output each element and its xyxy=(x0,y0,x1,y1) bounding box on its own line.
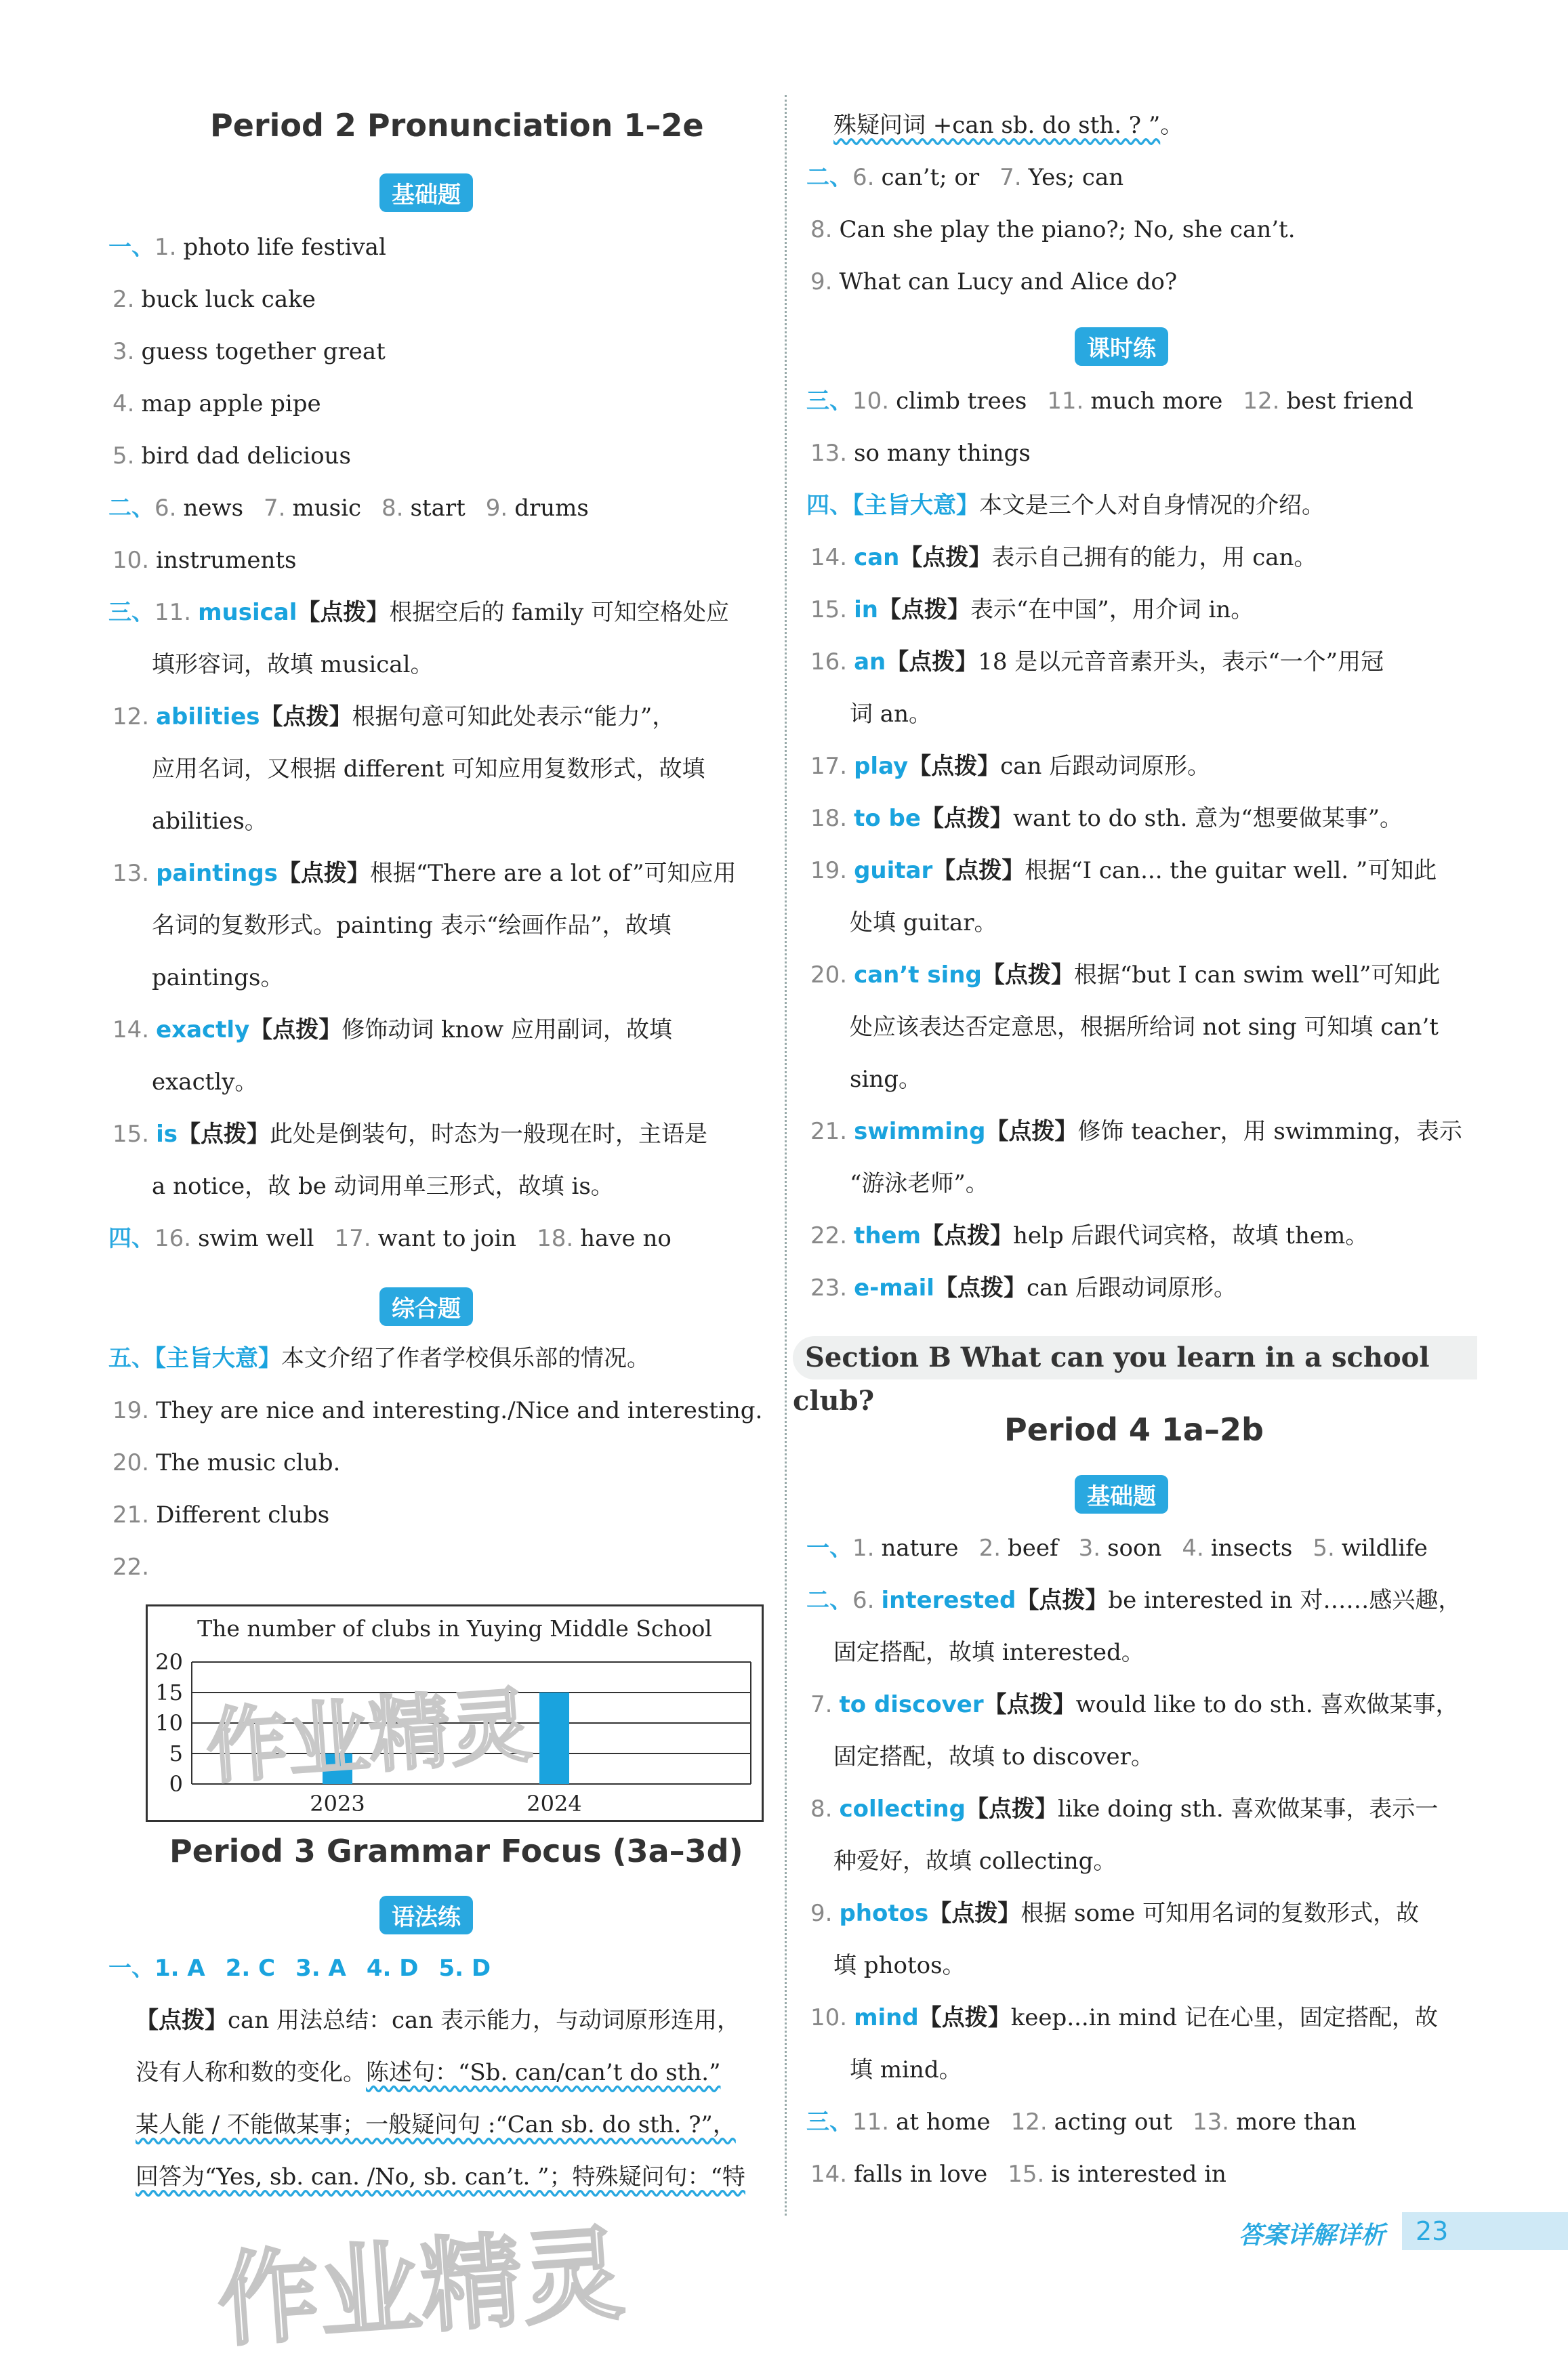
q-num: 10. xyxy=(810,2004,848,2031)
q-text: They are nice and interesting./Nice and interesting. xyxy=(156,1397,763,1424)
q-num: 4. xyxy=(112,390,135,417)
q-text: acting out xyxy=(1054,2109,1172,2136)
q-text: is interested in xyxy=(1051,2161,1226,2188)
q-num: 20. xyxy=(112,1449,150,1476)
q-text: so many things xyxy=(854,440,1031,467)
answer: play xyxy=(854,753,909,780)
q-num: 7. xyxy=(264,495,286,522)
q-num: 18. xyxy=(537,1225,574,1252)
q3-row xyxy=(112,338,386,365)
answer: paintings xyxy=(156,860,278,887)
tip-label: 【点拨】 xyxy=(899,544,992,571)
q-num: 16. xyxy=(810,648,848,676)
q-text: start xyxy=(410,495,466,522)
q-num: 12. xyxy=(1010,2109,1048,2136)
q-num: 11. xyxy=(154,599,192,626)
answer: e-mail xyxy=(854,1274,934,1302)
q-text: 此处是倒装句，时态为一般现在时，主语是 xyxy=(269,1121,707,1148)
r-q22-row xyxy=(810,1222,1368,1249)
q5-row xyxy=(112,442,351,470)
tip-label: 【点拨】 xyxy=(277,860,370,887)
g-text-row2 xyxy=(136,2059,720,2086)
section-marker: 二、 xyxy=(806,164,852,191)
q-text: 根据句意可知此处表示“能力”， xyxy=(352,703,676,730)
q-text: 根据空后的 family 可知空格处应 xyxy=(389,599,730,626)
q-num: 23. xyxy=(810,1274,848,1302)
section-marker: 三、 xyxy=(806,2109,852,2136)
q11-cont: 填形容词，故填 musical。 xyxy=(152,651,434,678)
p4-q14-15-row xyxy=(810,2161,1226,2188)
q-text: music xyxy=(292,495,361,522)
x-tick-label: 2023 xyxy=(310,1791,365,1817)
q-text: keep...in mind 记在心里，固定搭配，故 xyxy=(1010,2004,1438,2031)
q-text: bird dad delicious xyxy=(141,442,351,470)
answer: photos xyxy=(839,1900,929,1927)
g-text-row4: 回答为“Yes, sb. can. /No, sb. can’t. ”；特殊疑问句：“特 xyxy=(136,2163,745,2191)
p4-q6-cont: 固定搭配，故填 interested。 xyxy=(833,1639,1144,1666)
q-text: like doing sth. 喜欢做某事，表示一 xyxy=(1057,1796,1439,1823)
main-idea-text: 本文是三个人对自身情况的介绍。 xyxy=(979,492,1325,519)
r-q18-row xyxy=(810,805,1403,832)
r-q17-row xyxy=(810,753,1210,780)
q14-row xyxy=(112,1016,672,1043)
q-num: 14. xyxy=(112,1016,150,1043)
q-num: 5. xyxy=(112,442,135,470)
q-text: wildlife xyxy=(1341,1535,1428,1562)
badge-basic: 基础题 xyxy=(379,173,473,212)
answer: abilities xyxy=(156,703,260,730)
p4-q1-5-row xyxy=(806,1535,1428,1562)
y-tick-label: 15 xyxy=(155,1680,183,1705)
g-text-row3: 某人能 / 不能做某事；一般疑问句 :“Can sb. do sth. ?”， xyxy=(136,2111,736,2138)
q-num: 4. xyxy=(1182,1535,1204,1562)
q-text: at home xyxy=(896,2109,991,2136)
q-num: 6. xyxy=(154,495,177,522)
q-num: 9. xyxy=(485,495,508,522)
tip-label: 【点拨】 xyxy=(965,1796,1058,1823)
mc-answer: 2. C xyxy=(225,1955,276,1982)
p4-q10-row xyxy=(810,2004,1438,2031)
q-text: buck luck cake xyxy=(141,286,316,313)
r-q21-cont: “游泳老师”。 xyxy=(850,1170,989,1197)
q-text: 表示“在中国”，用介词 in。 xyxy=(970,596,1254,623)
y-tick-label: 10 xyxy=(155,1710,183,1736)
q-num: 8. xyxy=(381,495,404,522)
g-text: 没有人称和数的变化。 xyxy=(136,2059,366,2086)
q-text: can 后跟动词原形。 xyxy=(1026,1274,1237,1302)
p4-q7-row xyxy=(810,1691,1458,1718)
q-text: Different clubs xyxy=(156,1501,330,1529)
tip-label: 【点拨】 xyxy=(918,2004,1011,2031)
q-num: 3. xyxy=(112,338,135,365)
q10-row xyxy=(112,547,296,574)
q-num: 6. xyxy=(852,1587,875,1614)
mc-answer: 1. A xyxy=(154,1955,205,1982)
section-b-header xyxy=(793,1336,1477,1417)
q-text: would like to do sth. 喜欢做某事， xyxy=(1075,1691,1459,1718)
mc-answer: 4. D xyxy=(366,1955,419,1982)
q-num: 17. xyxy=(810,753,848,780)
p4-q8-cont: 种爱好，故填 collecting。 xyxy=(833,1848,1117,1875)
r-q20-cont: 处应该表达否定意思，根据所给词 not sing 可知填 can’t xyxy=(850,1014,1439,1041)
q-num: 1. xyxy=(154,234,177,261)
q-text: help 后跟代词宾格，故填 them。 xyxy=(1013,1222,1369,1249)
section-marker: 一、 xyxy=(108,234,154,261)
section-marker: 一、 xyxy=(806,1535,852,1562)
q-text: climb trees xyxy=(896,388,1027,415)
r-q19-cont: 处填 guitar。 xyxy=(850,909,997,936)
answer: an xyxy=(854,648,886,676)
q-text: photo life festival xyxy=(183,234,386,261)
q-num: 8. xyxy=(810,1796,833,1823)
section-marker: 二、 xyxy=(806,1587,852,1614)
q-num: 15. xyxy=(1008,2161,1045,2188)
q-num: 10. xyxy=(112,547,150,574)
footer-label: 答案详解详析 xyxy=(1238,2222,1385,2249)
tip-label: 【点拨】 xyxy=(983,1691,1076,1718)
answer: exactly xyxy=(156,1016,250,1043)
q16-18-row xyxy=(108,1225,672,1252)
tip-label: 【点拨】 xyxy=(886,648,978,676)
q13-row xyxy=(112,860,736,887)
r-q8-row xyxy=(810,216,1296,243)
g-tip-row xyxy=(136,2007,740,2034)
answer: musical xyxy=(198,599,297,626)
q-num: 13. xyxy=(112,860,150,887)
answer: collecting xyxy=(839,1796,966,1823)
q-text: instruments xyxy=(156,547,297,574)
q-text: swim well xyxy=(198,1225,314,1252)
q-num: 11. xyxy=(852,2109,890,2136)
q11-row xyxy=(108,599,729,626)
q22-row xyxy=(112,1554,156,1581)
r-cont-row xyxy=(833,112,1183,139)
y-tick-label: 0 xyxy=(169,1771,183,1797)
r-q20-cont2: sing。 xyxy=(850,1066,922,1093)
q-num: 3. xyxy=(1078,1535,1101,1562)
answer: in xyxy=(854,596,878,623)
section-marker: 四、 xyxy=(108,1225,154,1252)
r-q6-7-row xyxy=(806,164,1123,191)
q15-row xyxy=(112,1121,707,1148)
q-text: 根据“I can... the guitar well. ”可知此 xyxy=(1025,857,1437,884)
r-s4-row xyxy=(806,492,1325,519)
r-q16-cont: 词 an。 xyxy=(850,701,932,728)
q-text: can’t; or xyxy=(881,164,980,191)
q-text: 修饰 teacher，用 swimming，表示 xyxy=(1077,1118,1462,1145)
q12-cont: 应用名词，又根据 different 可知应用复数形式，故填 xyxy=(152,755,705,783)
q-num: 13. xyxy=(810,440,848,467)
s5-row xyxy=(108,1345,650,1372)
q-num: 8. xyxy=(810,216,833,243)
q-num: 10. xyxy=(852,388,890,415)
section-marker: 四、 xyxy=(806,492,852,519)
tip-label: 【点拨】 xyxy=(1016,1587,1109,1614)
q-text: much more xyxy=(1090,388,1223,415)
answer: can xyxy=(854,544,900,571)
tip-label: 【点拨】 xyxy=(928,1900,1021,1927)
q-num: 18. xyxy=(810,805,848,832)
answer: to discover xyxy=(839,1691,984,1718)
r-q20-row xyxy=(810,961,1440,989)
q-num: 21. xyxy=(810,1118,848,1145)
q-num: 7. xyxy=(999,164,1022,191)
tip-label: 【点拨】 xyxy=(920,805,1013,832)
badge-basic-2: 基础题 xyxy=(1075,1475,1168,1514)
tip-label: 【点拨】 xyxy=(934,1274,1027,1302)
q20-row xyxy=(112,1449,340,1476)
q-num: 22. xyxy=(810,1222,848,1249)
main-idea-label: 【主旨大意】 xyxy=(852,492,979,519)
r-q21-row xyxy=(810,1118,1462,1145)
chart-title: The number of clubs in Yuying Middle School xyxy=(197,1615,712,1642)
q-text: The music club. xyxy=(156,1449,341,1476)
page-footer xyxy=(1229,2212,1568,2250)
main-idea-text: 本文介绍了作者学校俱乐部的情况。 xyxy=(281,1345,650,1372)
y-tick-label: 20 xyxy=(155,1649,183,1675)
q-num: 9. xyxy=(810,1900,833,1927)
q-text: want to join xyxy=(377,1225,517,1252)
period2-title: Period 2 Pronunciation 1–2e xyxy=(210,107,704,144)
p4-q11-13-row xyxy=(806,2109,1357,2136)
mc-answer: 5. D xyxy=(438,1955,491,1982)
answer: them xyxy=(854,1222,922,1249)
tip-label: 【点拨】 xyxy=(985,1118,1078,1145)
answer: to be xyxy=(854,805,921,832)
q-num: 15. xyxy=(810,596,848,623)
q-text: be interested in 对……感兴趣， xyxy=(1108,1587,1462,1614)
g-text-underlined: 陈述句：“Sb. can/can’t do sth.” xyxy=(366,2059,721,2086)
tip-label: 【点拨】 xyxy=(136,2007,228,2034)
q-text: have no xyxy=(580,1225,672,1252)
p4-q8-row xyxy=(810,1796,1438,1823)
answer: can’t sing xyxy=(854,961,982,989)
mc-answer: 3. A xyxy=(295,1955,346,1982)
q13-cont2: paintings。 xyxy=(152,964,284,991)
main-idea-label: 【主旨大意】 xyxy=(154,1345,281,1372)
q-text: nature xyxy=(881,1535,959,1562)
q4-row xyxy=(112,390,321,417)
tip-label: 【点拨】 xyxy=(878,596,970,623)
answer: mind xyxy=(854,2004,919,2031)
q-num: 17. xyxy=(334,1225,371,1252)
bar xyxy=(539,1693,569,1784)
q-num: 19. xyxy=(810,857,848,884)
q15-cont: a notice，故 be 动词用单三形式，故填 is。 xyxy=(152,1173,614,1200)
q-num: 11. xyxy=(1047,388,1084,415)
page-number: 23 xyxy=(1402,2212,1568,2250)
q-text: Yes; can xyxy=(1028,164,1124,191)
bar-chart xyxy=(146,1604,764,1822)
tip-label: 【点拨】 xyxy=(249,1016,342,1043)
r-cont-text: 殊疑问词 +can sb. do sth. ? ” xyxy=(833,112,1161,139)
q-num: 5. xyxy=(1313,1535,1335,1562)
q14-cont: exactly。 xyxy=(152,1068,258,1096)
r-q14-row xyxy=(810,544,1317,571)
q-num: 1. xyxy=(852,1535,875,1562)
q-text: can 后跟动词原形。 xyxy=(1000,753,1211,780)
q-text: want to do sth. 意为“想要做某事”。 xyxy=(1012,805,1403,832)
section-b-title: Section B What can you learn in a school club? xyxy=(793,1342,1430,1417)
tip-label: 【点拨】 xyxy=(908,753,1001,780)
q-text: 表示自己拥有的能力，用 can。 xyxy=(991,544,1317,571)
q-num: 2. xyxy=(978,1535,1002,1562)
answer: is xyxy=(156,1121,178,1148)
q-num: 14. xyxy=(810,544,848,571)
badge-grammar: 语法练 xyxy=(379,1896,473,1934)
tip-label: 【点拨】 xyxy=(932,857,1025,884)
q-num: 6. xyxy=(852,164,875,191)
period3-title: Period 3 Grammar Focus (3a–3d) xyxy=(169,1833,743,1869)
x-tick-label: 2024 xyxy=(527,1791,582,1817)
r-q10-12-row xyxy=(806,388,1414,415)
p4-q7-cont: 固定搭配，故填 to discover。 xyxy=(833,1743,1154,1770)
tip-label: 【点拨】 xyxy=(297,599,390,626)
q-text: news xyxy=(183,495,244,522)
q-text: 根据“There are a lot of”可知应用 xyxy=(369,860,737,887)
q-text: soon xyxy=(1107,1535,1162,1562)
tip-label: 【点拨】 xyxy=(260,703,352,730)
q-text: guess together great xyxy=(141,338,386,365)
q-num: 12. xyxy=(1243,388,1280,415)
q-num: 22. xyxy=(112,1554,150,1581)
p4-q9-row xyxy=(810,1900,1419,1927)
answer: interested xyxy=(881,1587,1016,1614)
r-q19-row xyxy=(810,857,1437,884)
q-num: 7. xyxy=(810,1691,833,1718)
section-marker: 五、 xyxy=(108,1345,154,1372)
q-text: What can Lucy and Alice do? xyxy=(839,268,1178,295)
q-text: Can she play the piano?; No, she can’t. xyxy=(839,216,1296,243)
q12-row xyxy=(112,703,675,730)
q21-row xyxy=(112,1501,329,1529)
p4-q10-cont: 填 mind。 xyxy=(850,2056,962,2083)
answer: guitar xyxy=(854,857,933,884)
r-q9-row xyxy=(810,268,1177,295)
y-tick-label: 5 xyxy=(169,1741,183,1766)
p4-q6-row xyxy=(806,1587,1461,1614)
watermark: 作业精灵 xyxy=(213,2215,628,2361)
badge-comprehensive: 综合题 xyxy=(379,1287,473,1326)
r-q15-row xyxy=(810,596,1254,623)
section-marker: 三、 xyxy=(806,388,852,415)
g-mc-row xyxy=(108,1955,491,1982)
q6-9-row xyxy=(108,495,589,522)
section-marker: 二、 xyxy=(108,495,154,522)
answer: swimming xyxy=(854,1118,986,1145)
period4-title: Period 4 1a–2b xyxy=(1004,1411,1264,1448)
r-q23-row xyxy=(810,1274,1237,1302)
q-num: 16. xyxy=(154,1225,192,1252)
q-text: insects xyxy=(1210,1535,1293,1562)
badge-lesson: 课时练 xyxy=(1075,327,1168,366)
q-num: 2. xyxy=(112,286,135,313)
tip-label: 【点拨】 xyxy=(921,1222,1014,1249)
q-text: 18 是以元音音素开头，表示“一个”用冠 xyxy=(978,648,1384,676)
r-cont-end: 。 xyxy=(1160,112,1184,139)
r-q16-row xyxy=(810,648,1384,676)
tip-label: 【点拨】 xyxy=(981,961,1074,989)
section-marker: 一、 xyxy=(108,1955,154,1982)
section-marker: 三、 xyxy=(108,599,154,626)
q-num: 13. xyxy=(1193,2109,1230,2136)
q1-row xyxy=(108,234,386,261)
q-text: map apple pipe xyxy=(141,390,321,417)
q13-cont: 名词的复数形式。painting 表示“绘画作品”，故填 xyxy=(152,912,672,939)
r-q13-row xyxy=(810,440,1031,467)
chart-svg xyxy=(148,1606,762,1820)
q-num: 19. xyxy=(112,1397,150,1424)
p4-q9-cont: 填 photos。 xyxy=(833,1952,966,1979)
q-text: 修饰动词 know 应用副词，故填 xyxy=(342,1016,672,1043)
q-text: beef xyxy=(1008,1535,1058,1562)
q-text: falls in love xyxy=(854,2161,988,2188)
q-text: more than xyxy=(1236,2109,1357,2136)
g-text: can 用法总结：can 表示能力，与动词原形连用， xyxy=(228,2007,741,2034)
q-num: 9. xyxy=(810,268,833,295)
q2-row xyxy=(112,286,316,313)
q-text: best friend xyxy=(1286,388,1414,415)
q-text: 根据 some 可知用名词的复数形式，故 xyxy=(1020,1900,1420,1927)
q-num: 20. xyxy=(810,961,848,989)
q12-cont2: abilities。 xyxy=(152,808,268,835)
q-num: 15. xyxy=(112,1121,150,1148)
q-num: 12. xyxy=(112,703,150,730)
q-num: 21. xyxy=(112,1501,150,1529)
q-num: 14. xyxy=(810,2161,848,2188)
q-text: 根据“but I can swim well”可知此 xyxy=(1073,961,1441,989)
column-divider xyxy=(785,95,787,2216)
chart-watermark: 作业精灵 xyxy=(203,1678,535,1796)
q-text: drums xyxy=(514,495,589,522)
tip-label: 【点拨】 xyxy=(177,1121,270,1148)
q19-row xyxy=(112,1397,762,1424)
